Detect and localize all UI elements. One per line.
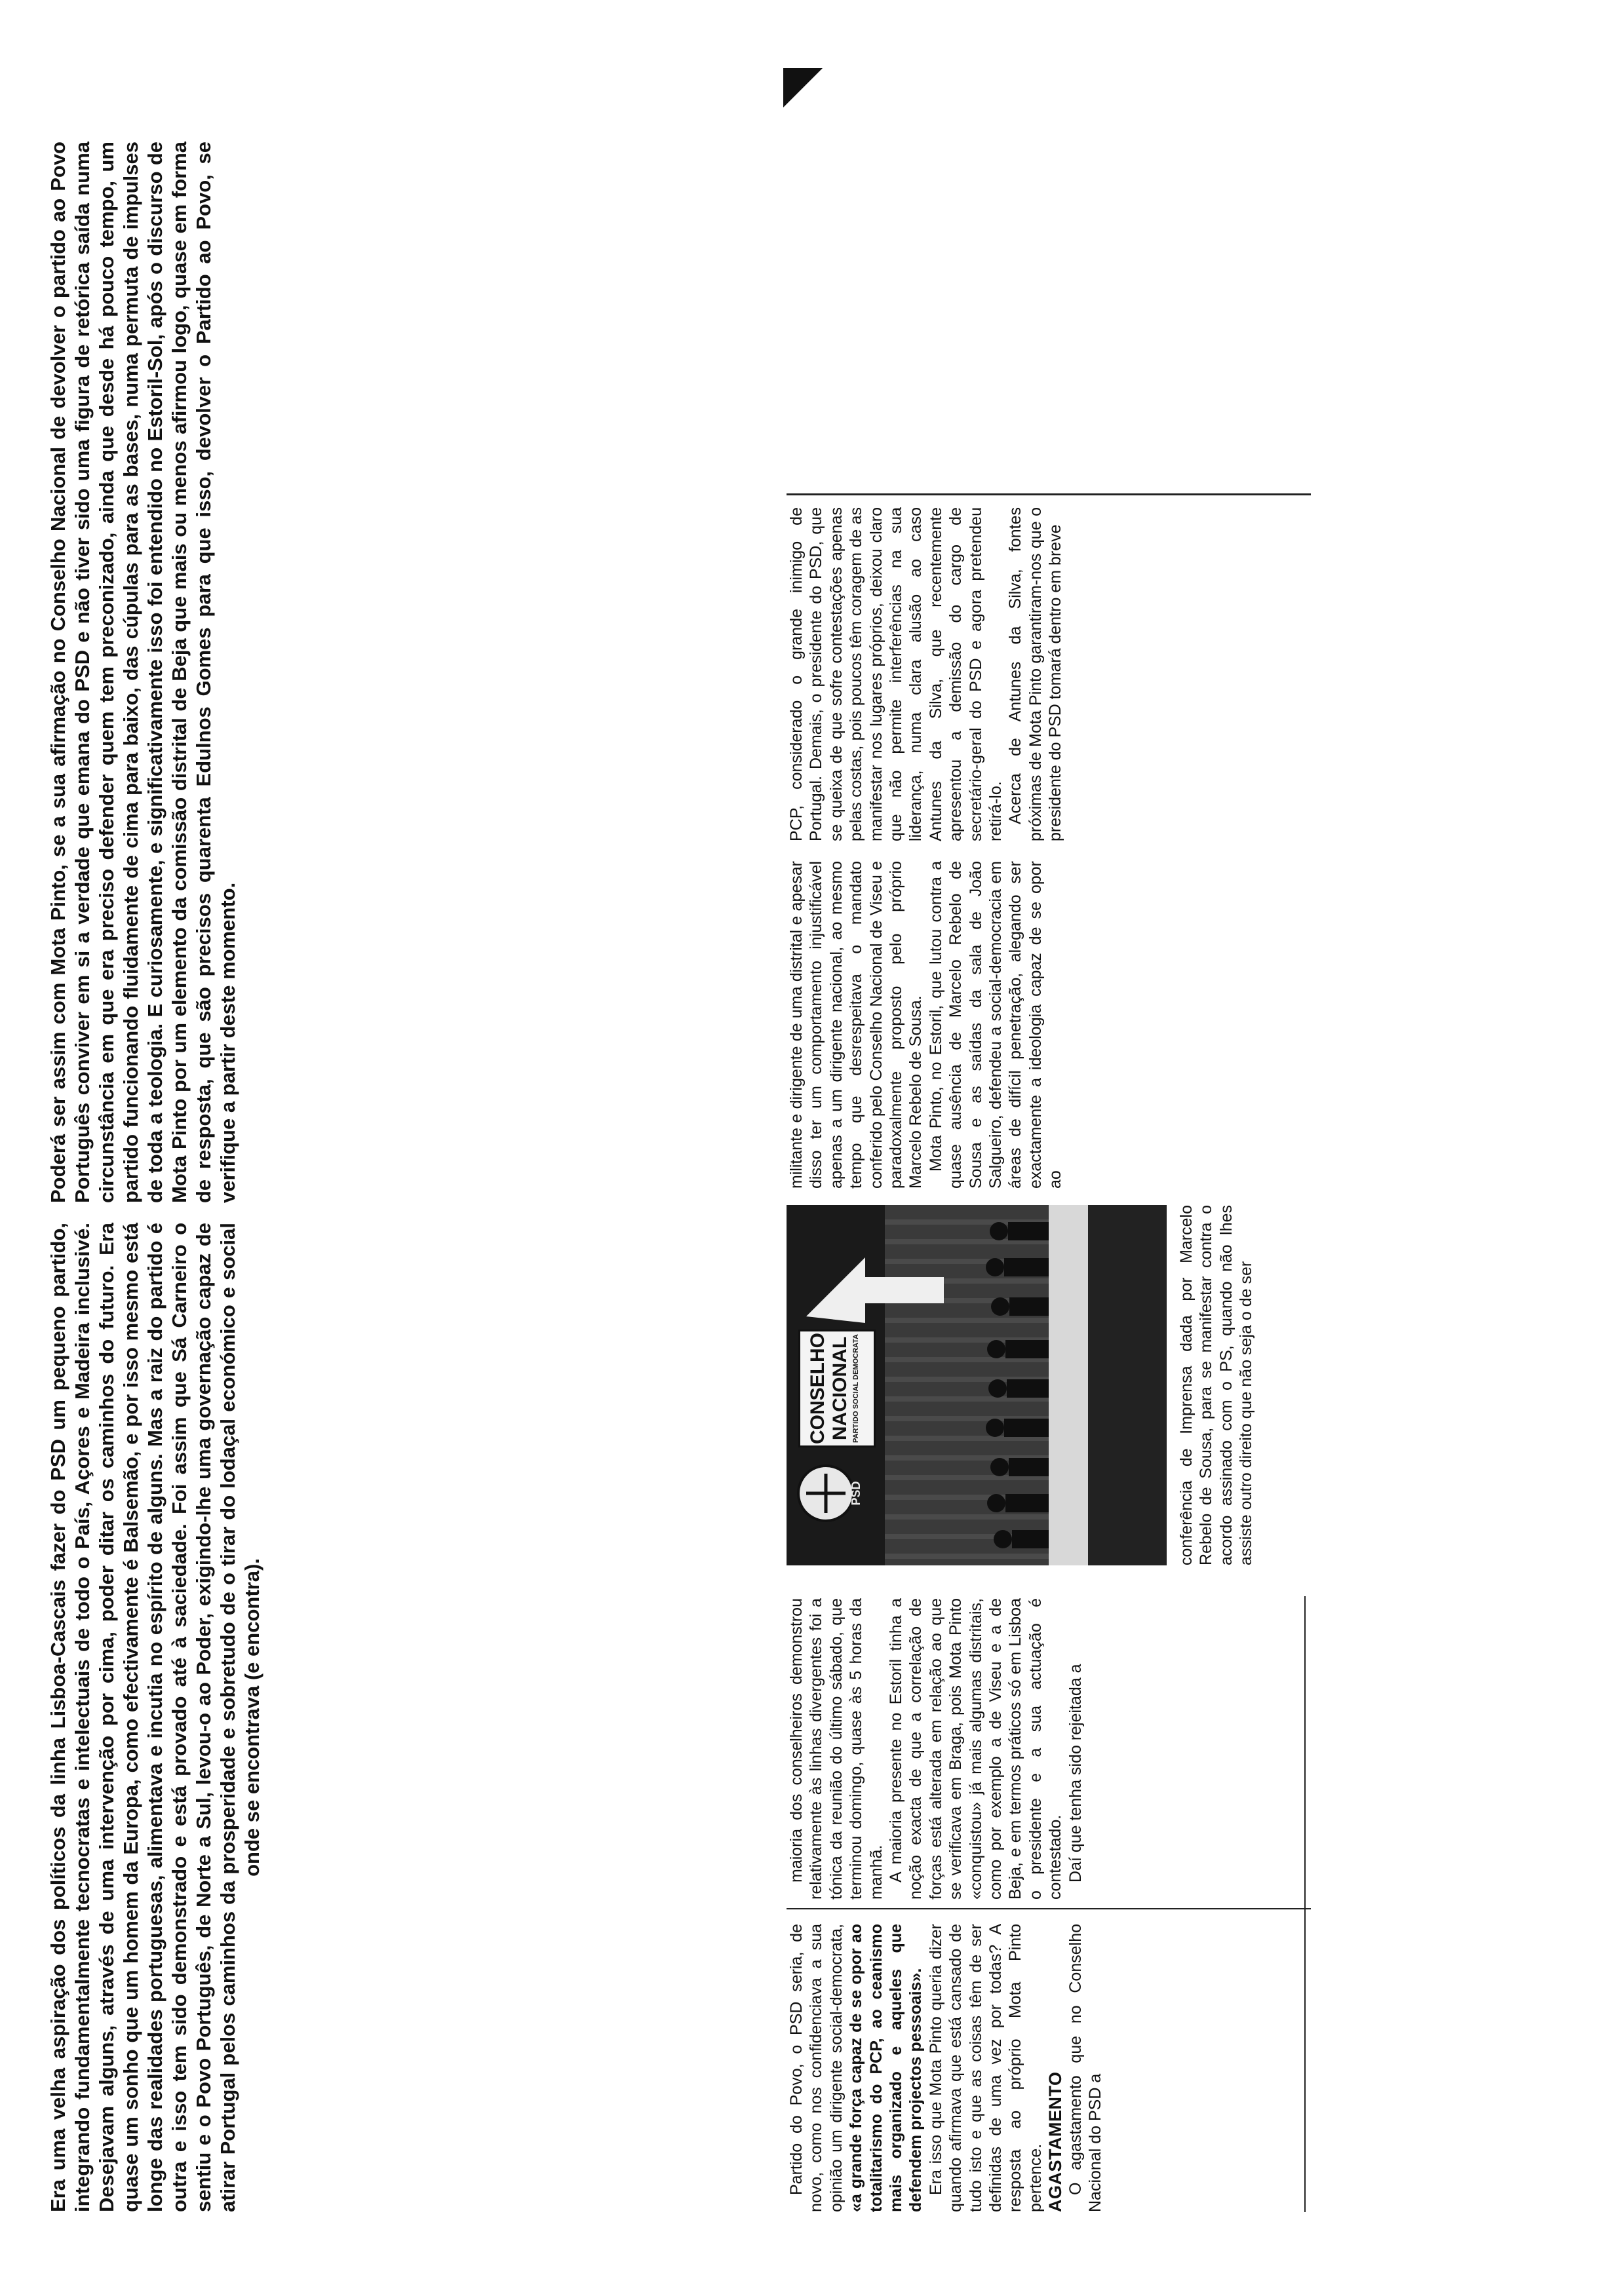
- bottom-rule: [1304, 1596, 1306, 2212]
- photo-caption: [1177, 1205, 1256, 1565]
- conference-banner: [798, 1330, 876, 1447]
- col2-paragraph-2: A maioria presente no Estoril tinha a noção exacta de que a correlação de forças está alterada em relação ao que se verificava em Braga, pois Mota Pinto «conquistou» já mais algumas distritais, como por exemplo a de Viseu e a de Beja, e em termos práticos só em Lisboa o presidente e a sua actuação é contestado.: [887, 1598, 1065, 1900]
- column-4: [787, 861, 1066, 1189]
- corner-marker-icon: [783, 48, 842, 107]
- section-heading: AGASTAMENTO: [1045, 2071, 1066, 2212]
- lead-left-block: [46, 1223, 264, 2212]
- party-logo-text: PSD: [849, 1481, 863, 1506]
- col1-p1-text: Partido do Povo, o PSD seria, de novo, como nos confidenciava a sua opinião um dirigente social-democrata,: [787, 1924, 846, 2212]
- column-2: [787, 1598, 1085, 1900]
- col1-paragraph-2: Era isso que Mota Pinto queria dizer quando afirmava que está cansado de tudo isto e que as coisas têm de ser definidas de uma vez por todas? A resposta ao próprio Mota Pinto pertence.: [926, 1924, 1045, 2212]
- column-1: [787, 1924, 1106, 2212]
- col5-paragraph-2: Acerca de Antunes da Silva, fontes próximas de Mota Pinto garantiram-nos que o presidente do PSD tomará dentro em breve: [1006, 507, 1065, 841]
- col1-p1-quote: «a grande força capaz de se opor ao totalitarismo do PCP, ao ceanismo mais organizado e aqueles que defendem projectos pessoais».: [847, 1924, 925, 2212]
- column-5: [787, 507, 1066, 841]
- column-divider: [787, 1908, 1311, 1909]
- banner-title-line2: NACIONAL: [829, 1336, 851, 1441]
- col2-paragraph-1: maioria dos conselheiros demonstrou relativamente às linhas divergentes foi a tónica da reunião do último sábado, que terminou domingo, quase às 5 horas da manhã.: [787, 1598, 885, 1900]
- conference-photo: [787, 1205, 1167, 1565]
- col2-paragraph-3: Daí que tenha sido rejeitada a: [1066, 1664, 1085, 1883]
- col4-paragraph-2: Mota Pinto, no Estoril, que lutou contra a quase ausência de Marcelo Rebelo de Sousa e as saídas da sala de João Salgueiro, defendeu a social-democracia em áreas de difícil penetração, alegando ser exactamente a ideologia capaz de se opor ao: [926, 861, 1065, 1189]
- lead-left-text: Era uma velha aspiração dos políticos da linha Lisboa-Cascais fazer do PSD um pequeno partido, integrando fundamentalmente tecnocratas e intelectuais de todo o País, Açores e Madeira inclusivé. Desejavam alguns, através de uma intervenção por cima, poder ditar os caminhos do futuro. Era quase um sonho que um homem da Europa, como efectivamente é Balsemão, e por isso mesmo está longe das realidades portuguesas, alimentava e incutia no espírito de alguns. Mas a raiz do partido é outra e isso tem sido demonstrado e está provado até à saciedade. Foi assim que Sá Carneiro o sentiu e o Povo Português, de Norte a Sul, levou-o ao Poder, exigindo-lhe uma governação capaz de atirar Portugal pelos caminhos da prosperidade e sobretudo de o tirar do lodaçal económico e social onde se encontrava (e encontra).: [47, 1223, 263, 2212]
- banner-subtitle: PARTIDO SOCIAL DEMOCRATA: [852, 1334, 860, 1444]
- caption-text: conferência de Imprensa dada por Marcelo Rebelo de Sousa, para se manifestar contra o acordo assinado com o PS, quando não lhes assiste outro direito que não seja o de ser: [1177, 1205, 1256, 1565]
- right-edge-rule: [787, 493, 1311, 495]
- col1-paragraph-3: O agastamento que no Conselho Nacional do PSD a: [1066, 1924, 1105, 2212]
- col5-paragraph-1: PCP, considerado o grande inimigo de Portugal. Demais, o presidente do PSD, que se queixa de que sofre contestações apenas pelas costas, pois poucos têm coragem de as manifestar nos lugares próprios, deixou claro que não permite interferências na sua liderança, numa clara alusão ao caso Antunes da Silva, que recentemente apresentou a demissão do cargo de secretário-geral do PSD e agora pretendeu retirá-lo.: [787, 507, 1005, 841]
- lead-right-text: Poderá ser assim com Mota Pinto, se a sua afirmação no Conselho Nacional de devolver o partido ao Povo Português conviver em si a verdade que emana do PSD e não tiver sido uma figura de retórica saída numa circunstância em que era preciso defender quem tem preconizado, ainda que desde há pouco tempo, um partido funcionando fluidamente de cima para baixo, das cúpulas para as bases, numa permuta de impulses de toda a teologia. E curiosamente, e significativamente isso foi entendido no Estoril-Sol, após o discurso de Mota Pinto por um elemento da comissão distrital de Beja que mais ou menos afirmou logo, quase em forma de resposta, que são precisos quarenta Edulnos Gomes para que isso, devolver o Partido ao Povo, se verifique a partir deste momento.: [47, 142, 239, 1203]
- col4-paragraph-1: militante e dirigente de uma distrital e apesar disso ter um comportamento injustificável apenas a um dirigente nacional, ao mesmo tempo que desrespeitava o mandato conferido pelo Conselho Nacional de Viseu e paradoxalmente proposto pelo próprio Marcelo Rebelo de Sousa.: [787, 861, 925, 1189]
- lead-right-block: [46, 142, 240, 1203]
- banner-title-line1: CONSELHO: [807, 1333, 828, 1445]
- col1-paragraph-1: [787, 1924, 926, 2212]
